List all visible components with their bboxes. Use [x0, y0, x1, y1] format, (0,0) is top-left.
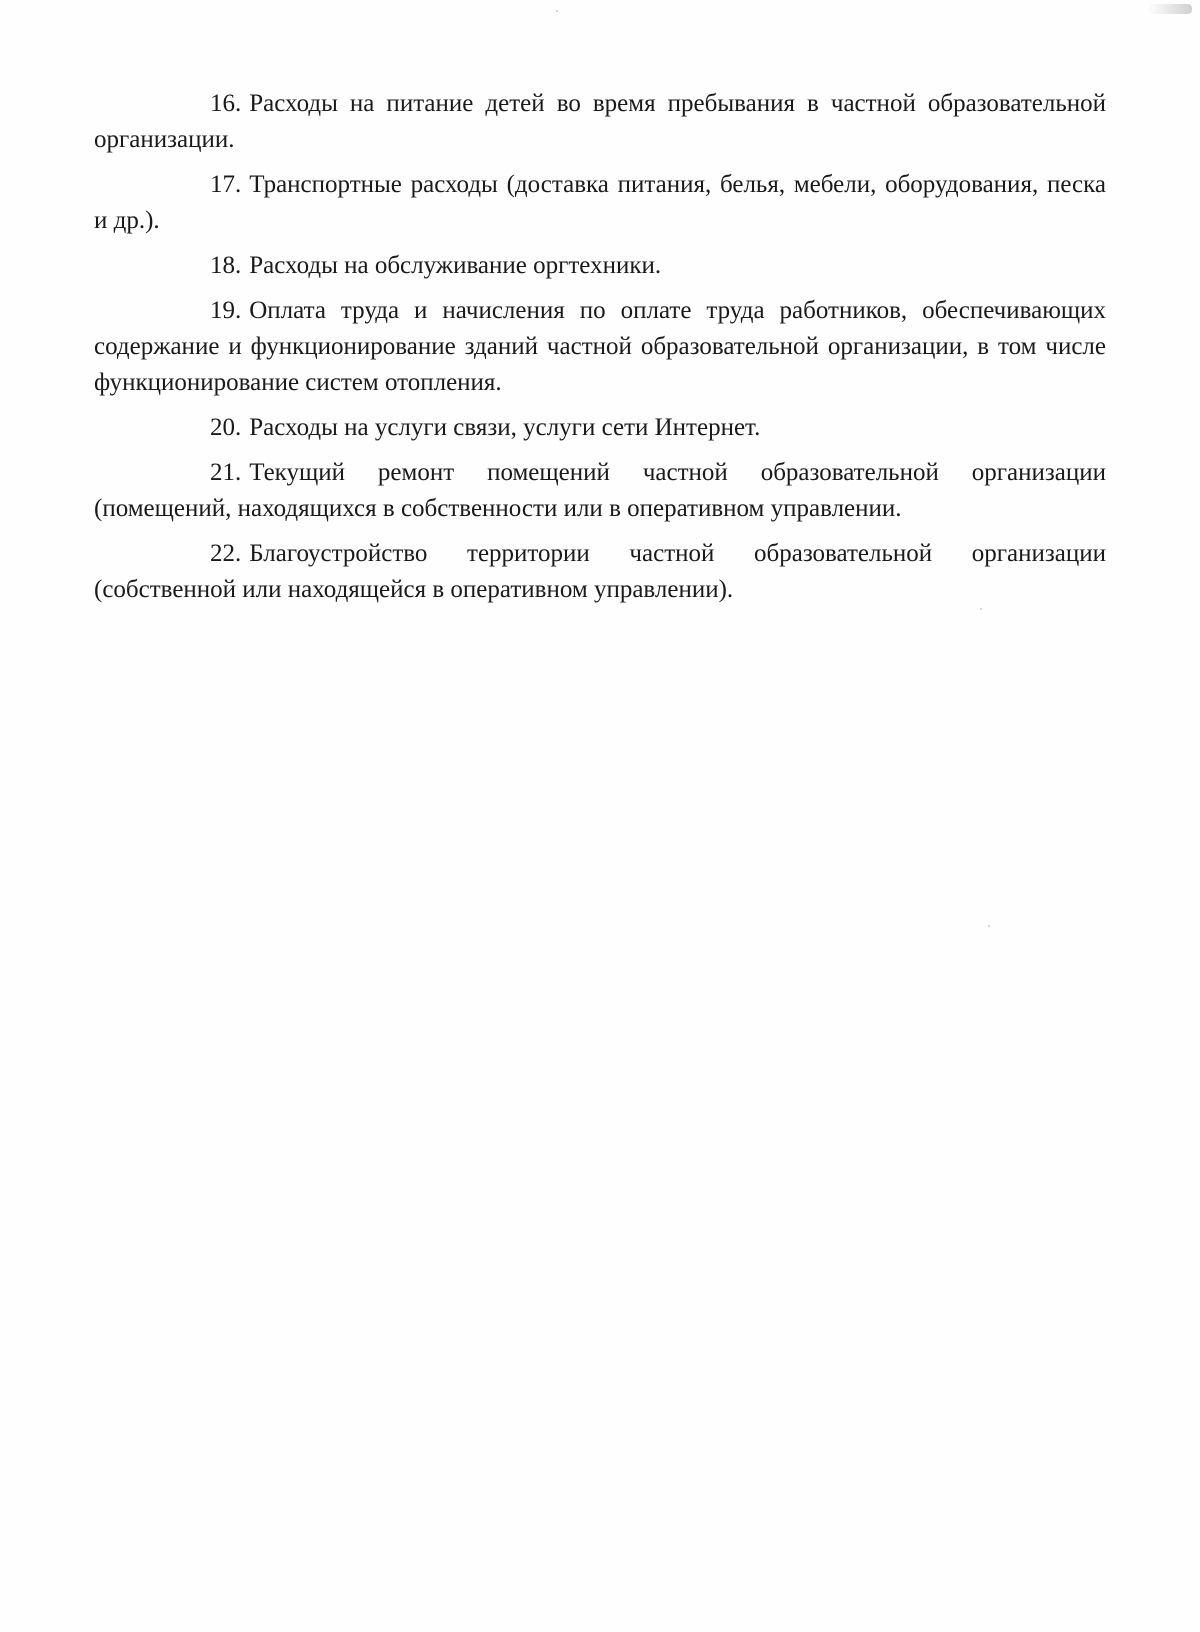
item-number: 21.: [210, 459, 242, 486]
item-text: Текущий ремонт помещений частной образовательной организации (помещений, находящихся в собственности или в оперативном управлении.: [94, 459, 1106, 522]
list-item: [94, 536, 1106, 608]
list-item: [94, 293, 1106, 401]
item-number: 20.: [210, 414, 242, 441]
item-text: Благоустройство территории частной образовательной организации (собственной или находящейся в оперативном управлении).: [94, 540, 1106, 603]
item-number: 17.: [210, 171, 242, 198]
list-item: [94, 248, 1106, 284]
item-number: 18.: [210, 252, 242, 279]
item-number: 19.: [210, 297, 242, 324]
item-text: Расходы на услуги связи, услуги сети Интернет.: [249, 414, 761, 441]
item-number: 22.: [210, 540, 242, 567]
scan-artifact: [556, 10, 558, 12]
item-text: Расходы на обслуживание оргтехники.: [249, 252, 662, 279]
list-item: [94, 167, 1106, 239]
list-item: [94, 86, 1106, 158]
scan-artifact: [988, 925, 990, 927]
document-body: [94, 86, 1106, 617]
list-item: [94, 410, 1106, 446]
item-text: Расходы на питание детей во время пребывания в частной образовательной организации.: [94, 90, 1106, 153]
item-text: Оплата труда и начисления по оплате труда работников, обеспечивающих содержание и функционирование зданий частной образовательной организации, в том числе функционирование систем отопления.: [94, 297, 1106, 396]
scan-artifact: [1148, 4, 1192, 14]
item-text: Транспортные расходы (доставка питания, белья, мебели, оборудования, песка и др.).: [94, 171, 1106, 234]
list-item: [94, 455, 1106, 527]
item-number: 16.: [210, 90, 242, 117]
